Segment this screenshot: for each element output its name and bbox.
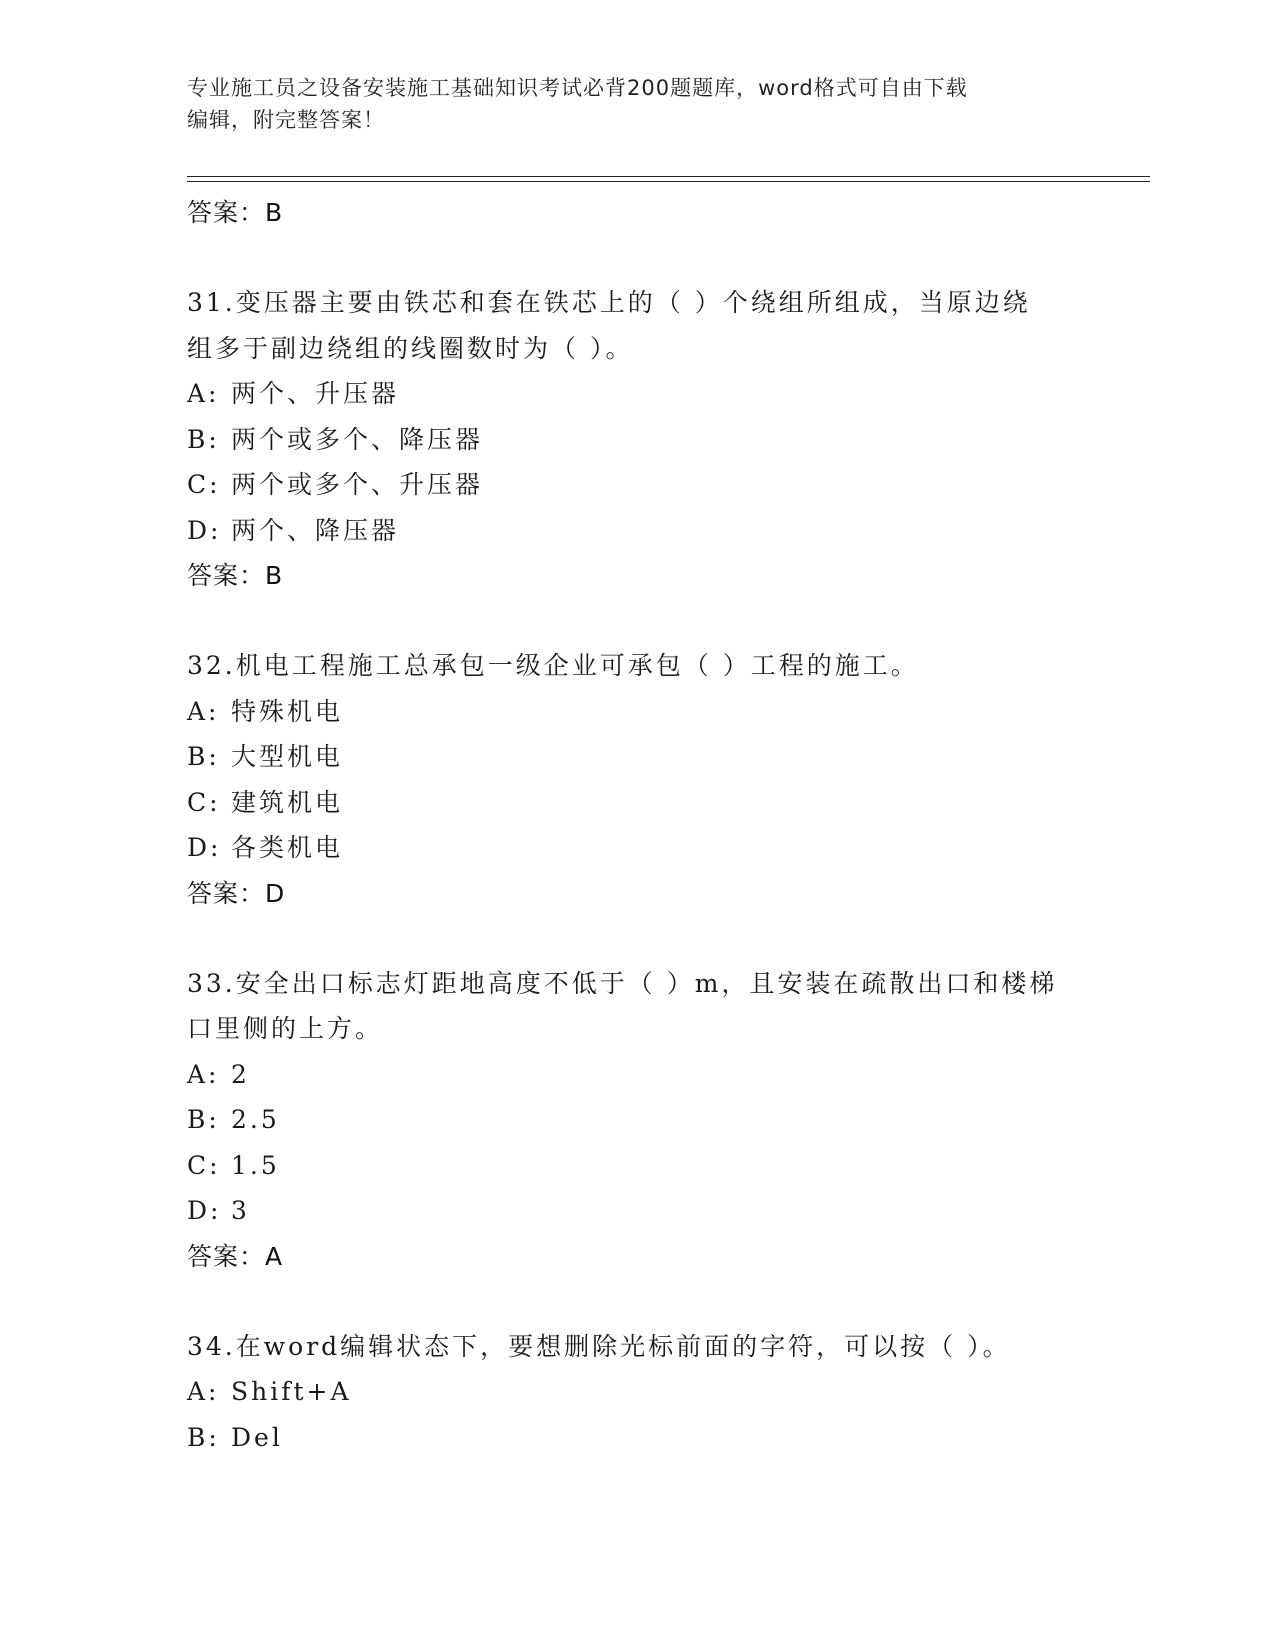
option-c: [187, 780, 1087, 826]
option-text: 2: [231, 1059, 250, 1089]
question-33: [187, 961, 1087, 1279]
option-label: A:: [187, 1377, 220, 1406]
answer-line: 答案：D: [187, 878, 286, 908]
answer-line: 答案：B: [187, 561, 284, 590]
option-text: 特殊机电: [231, 696, 344, 726]
question-31: [187, 280, 1087, 598]
question-stem-line: 31.变压器主要由铁芯和套在铁芯上的（ ）个绕组所组成，当原边绕: [187, 288, 1031, 317]
option-text: Del: [231, 1422, 283, 1452]
option-text: 大型机电: [231, 742, 344, 771]
option-label: D:: [187, 1196, 222, 1225]
question-stem-line: 33.安全出口标志灯距地高度不低于（ ）m，且安装在疏散出口和楼梯: [187, 968, 1058, 998]
option-b: [187, 734, 1087, 780]
option-text: 3: [231, 1196, 250, 1225]
header-divider-top: [187, 176, 1150, 177]
option-label: A:: [187, 696, 220, 726]
option-label: D:: [187, 833, 222, 862]
page-header: [187, 72, 1067, 136]
option-label: A:: [187, 379, 220, 408]
question-list: [187, 190, 1087, 1460]
option-d: [187, 1188, 1087, 1234]
answer-line: 答案：A: [187, 1241, 284, 1271]
question-stem-line: 口里侧的上方。: [187, 1014, 384, 1043]
header-line-1: 专业施工员之设备安装施工基础知识考试必背200题题库，word格式可自由下载: [187, 76, 968, 100]
option-text: 两个或多个、升压器: [231, 470, 484, 499]
header-divider-bottom: [187, 181, 1150, 182]
option-text: 1.5: [231, 1150, 280, 1180]
question-stem-line: 组多于副边绕组的线圈数时为（ ）。: [187, 333, 634, 363]
option-b: [187, 1415, 1087, 1461]
option-label: C:: [187, 1150, 221, 1180]
option-a: [187, 689, 1087, 735]
option-label: A:: [187, 1059, 220, 1089]
option-b: [187, 1097, 1087, 1143]
option-label: C:: [187, 787, 221, 817]
option-text: 两个或多个、降压器: [231, 424, 484, 454]
option-text: 两个、升压器: [231, 379, 400, 408]
option-text: 各类机电: [231, 833, 344, 862]
question-32: [187, 643, 1087, 916]
option-d: [187, 508, 1087, 554]
option-text: 2.5: [231, 1105, 280, 1134]
option-a: [187, 1369, 1087, 1415]
question-34: [187, 1324, 1087, 1461]
option-label: D:: [187, 515, 222, 545]
previous-answer: 答案：B: [187, 198, 284, 227]
option-label: B:: [187, 742, 220, 771]
option-a: [187, 1052, 1087, 1098]
option-c: [187, 1143, 1087, 1189]
option-a: [187, 371, 1087, 417]
option-c: [187, 462, 1087, 508]
option-text: 建筑机电: [231, 787, 344, 817]
header-line-2: 编辑，附完整答案！: [187, 108, 385, 132]
option-label: C:: [187, 470, 221, 499]
option-d: [187, 825, 1087, 871]
question-stem-line: 32.机电工程施工总承包一级企业可承包（ ）工程的施工。: [187, 651, 919, 680]
option-b: [187, 417, 1087, 463]
option-label: B:: [187, 424, 220, 454]
option-label: B:: [187, 1105, 220, 1134]
option-label: B:: [187, 1422, 220, 1452]
option-text: Shift+A: [231, 1377, 352, 1406]
option-text: 两个、降压器: [231, 515, 400, 545]
question-stem-line: 34.在word编辑状态下，要想删除光标前面的字符，可以按（ ）。: [187, 1331, 1011, 1361]
